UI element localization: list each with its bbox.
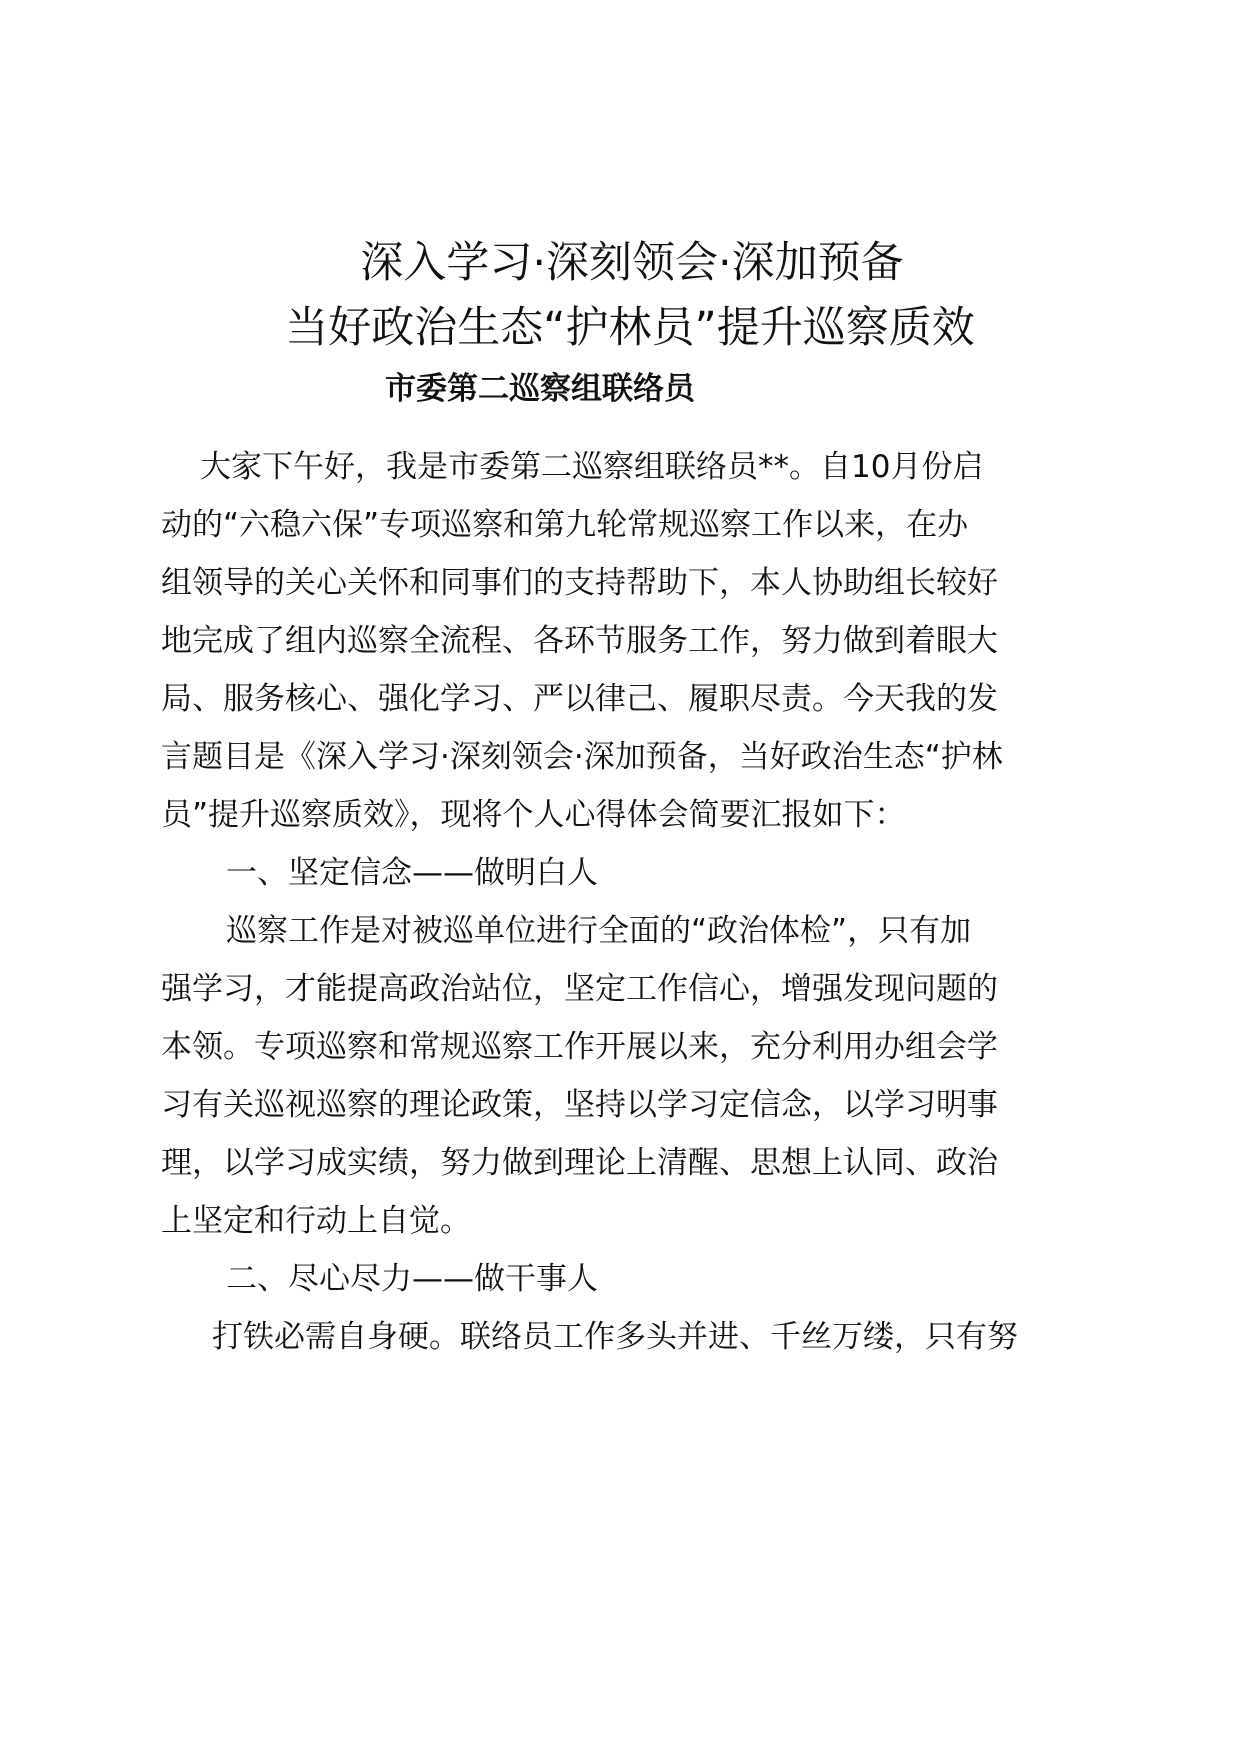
section-heading-2: 二、尽心尽力——做干事人 — [226, 1261, 598, 1297]
body-line: 言题目是《深入学习·深刻领会·深加预备，当好政治生态“护林 — [161, 739, 1003, 775]
body-line: 理，以学习成实绩，努力做到理论上清醒、思想上认同、政治 — [161, 1145, 998, 1181]
body-line: 员”提升巡察质效》，现将个人心得体会简要汇报如下： — [161, 797, 906, 833]
body-line: 巡察工作是对被巡单位进行全面的“政治体检”，只有加 — [226, 913, 972, 949]
document-title-line-1: 深入学习·深刻领会·深加预备 — [360, 238, 904, 288]
document-author: 市委第二巡察组联络员 — [385, 371, 695, 407]
body-line: 上坚定和行动上自觉。 — [161, 1203, 471, 1239]
body-line: 打铁必需自身硬。联络员工作多头并进、千丝万缕，只有努 — [212, 1319, 1018, 1355]
body-line: 大家下午好，我是市委第二巡察组联络员**。自10月份启 — [200, 449, 984, 485]
section-heading-1: 一、坚定信念——做明白人 — [226, 855, 598, 891]
body-line: 动的“六稳六保”专项巡察和第九轮常规巡察工作以来，在办 — [161, 507, 969, 543]
document-title-line-2: 当好政治生态“护林员”提升巡察质效 — [285, 303, 975, 353]
body-line: 本领。专项巡察和常规巡察工作开展以来，充分利用办组会学 — [161, 1029, 998, 1065]
body-line: 组领导的关心关怀和同事们的支持帮助下，本人协助组长较好 — [161, 565, 998, 601]
body-line: 强学习，才能提高政治站位，坚定工作信心，增强发现问题的 — [161, 971, 998, 1007]
body-line: 地完成了组内巡察全流程、各环节服务工作，努力做到着眼大 — [161, 623, 998, 659]
body-line: 局、服务核心、强化学习、严以律己、履职尽责。今天我的发 — [161, 681, 998, 717]
body-line: 习有关巡视巡察的理论政策，坚持以学习定信念，以学习明事 — [161, 1087, 998, 1123]
